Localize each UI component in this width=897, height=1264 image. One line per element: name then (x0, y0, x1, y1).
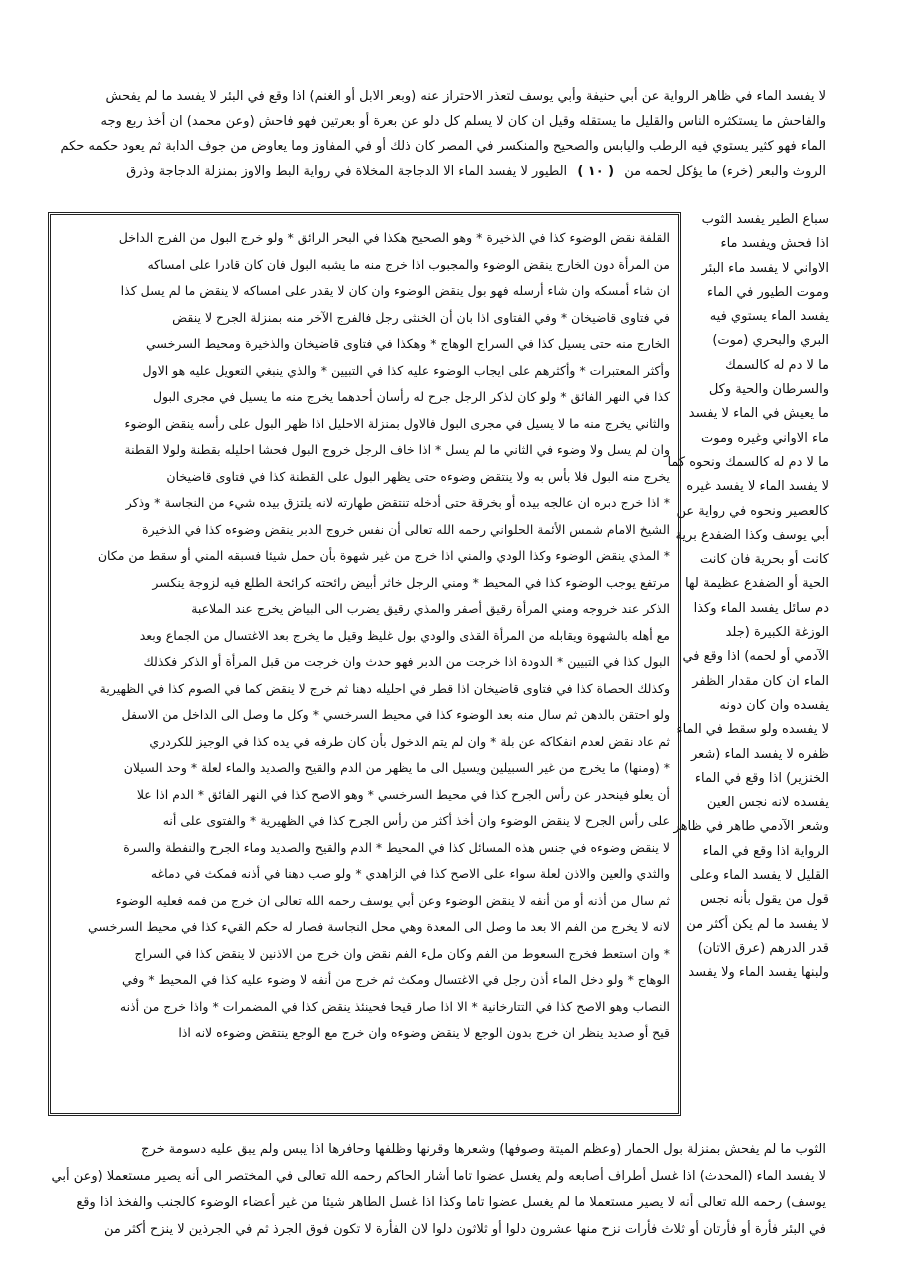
margin-line: الوزغة الكبيرة (جلد (725, 625, 829, 641)
bottom-line: في البئر فأرة أو فأرتان أو ثلاث فأرات نزح منها عشرون دلوا أو ثلاثون دلوا لان الفأرة لا تكون فوق الجرذ ثم في الجرذين لا ينزح أكثر من (103, 1221, 826, 1237)
main-text-line: * اذا خرج دبره ان عالجه بيده أو بخرقة حتى أدخله تنتقض طهارته لانه يلتزق بيده شيء من النجاسة * وذكر (125, 495, 670, 510)
margin-line: وشعر الآدمي طاهر في ظاهر (673, 819, 829, 835)
margin-line: لا يفسده ولو سقط في الماء (676, 722, 829, 738)
bottom-line: يوسف) رحمه الله تعالى أنه لا يصير مستعملا ما لم يغسل عضوا تاما وكذا اذا غسل الطاهر شيئا من غير أعضاء الوضوء كالجنب والفخذ اذا وقع (76, 1195, 826, 1210)
margin-line: ولبنها يفسد الماء ولا يفسد (688, 965, 829, 981)
main-text-line: الشيخ الامام شمس الأئمة الحلواني رحمه الله تعالى أن نفس خروج الدبر ينقض وضوءه كذا في الذخيرة (142, 521, 670, 537)
main-text-line: * (ومنها) ما يخرج من غير السبيلين ويسيل الى ما يظهر من الدم والقيح والصديد والماء لعلة * وحد السيلان (123, 760, 670, 775)
margin-line: سباع الطير يفسد الثوب (701, 212, 829, 227)
margin-line: ما لا دم له كالسمك (725, 357, 829, 373)
main-text-frame (48, 212, 681, 1116)
margin-line: يفسده لانه نجس العين (706, 795, 829, 811)
margin-line: ما يعيش في الماء لا يفسد (688, 406, 829, 422)
main-text-line (58, 1073, 670, 1100)
margin-line: قدر الدرهم (عرق الاتان) (697, 940, 829, 956)
margin-line: البري والبحري (موت) (712, 333, 829, 349)
main-text-line: الوهاج * ولو دخل الماء أذن رجل في الاغتسال ومكث ثم خرج من أنفه لا وضوء عليه كذا في المحيط * وفي (122, 972, 670, 987)
margin-line: ظفره لا يفسد الماء (شعر (690, 746, 829, 762)
main-text-line: النصاب وهو الاصح كذا في التتارخانية * الا اذا صار قيحا فحينئذ ينقض كذا في المضمرات * واذا خرج من أذنه (119, 998, 670, 1014)
top-line: والفاحش ما يستكثره الناس والقليل ما يستقله وقيل ان كان لا يسلم كل دلو عن بعرة أو بعرتين فهو فاحش (وعن محمد) ان أخذ ربع وجه (100, 114, 826, 129)
main-text-line: مرتفع يوجب الوضوء كذا في المحيط * ومني الرجل خاثر أبيض رائحته كرائحة الطلع فيه لزوجة ينكسر (152, 574, 670, 590)
margin-line: كانت أو بحرية فان كانت (700, 552, 829, 568)
margin-line: القليل لا يفسد الماء وعلى (689, 868, 829, 884)
main-text-line: ان شاء أمسكه وان شاء أرسله فهو بول ينقض الوضوء وان كان لا يقدر على امساكه لا ينقض ما لم يسل كذا (120, 283, 670, 298)
margin-line: الاواني لا يفسد ماء البئر (701, 260, 829, 276)
main-text-line: القلفة نقض الوضوء كذا في الذخيرة * وهو الصحيح هكذا في البحر الرائق * ولو خرج البول من الفرج الداخل (118, 230, 670, 245)
margin-line: اذا فحش ويفسد ماء (720, 236, 829, 252)
margin-line: الخنزير) اذا وقع في الماء (694, 770, 829, 786)
main-text (58, 225, 670, 1100)
main-text-line: ثم سال من أذنه أو من أنفه لا ينقض الوضوء وعن أبي يوسف رحمه الله تعالى ان خرج من فمه فعليه الوضوء (115, 892, 670, 908)
margin-line: والسرطان والحية وكل (708, 382, 829, 398)
margin-line: ما لا دم له كالسمك ونحوه كما (667, 454, 829, 470)
top-line-left: الطيور لا يفسد الماء الا الدجاجة المخلاة في رواية البط والاوز بمنزلة الدجاجة وذرق (126, 164, 568, 179)
margin-line: ماء الاواني وغيره وموت (701, 430, 829, 446)
main-text-line: في فتاوى قاضيخان * وفي الفتاوى اذا بان أن الخنثى رجل فالفرج الآخر منه بمنزلة الجرح لا ينقض (172, 309, 670, 325)
top-commentary (60, 84, 826, 184)
margin-line: يفسده وان كان دونه (719, 697, 829, 713)
main-text-line: وان لم يسل ولا وضوء في الثاني ما لم يسل * اذا خاف الرجل خروج البول فحشا احليله بقطنة ولولا القطنة (124, 442, 670, 457)
top-line-right: الروث والبعر (خرء) ما يؤكل لحمه من (624, 164, 826, 179)
main-text-line: * المذي ينقض الوضوء وكذا الودي والمني اذا خرج من غير شهوة بأن حمل شيئا فسبقه المني أو سقط من مكان (97, 548, 670, 563)
margin-line: الماء ان كان مقدار الظفر (692, 673, 829, 689)
bottom-line: لا يفسد الماء (المحدث) اذا غسل أطراف أصابعه ولم يغسل عضوا تاما أشار الحاكم رحمه الله تعالى في المختصر الى أنه يصير مستعملا (وعن أبي (51, 1168, 826, 1184)
margin-line: لا يفسد الماء لا يفسد غيره (686, 479, 829, 495)
top-line: الماء فهو كثير يستوي فيه الرطب واليابس والصحيح والمنكسر في المصر كان ذلك أو في المفاوز وما يعاوض من جوف الدابة ثم يعود حكمه حكم (60, 139, 826, 154)
margin-line: الحية أو الضفدع عظيمة لها (684, 576, 829, 592)
bottom-line: الثوب ما لم يفحش بمنزلة بول الحمار (وعظم الميتة وصوفها) وشعرها وقرنها وظلفها وحافرها اذا يبس ولم يبق عليه دسومة خرج (141, 1142, 826, 1157)
main-text-line: من المرأة دون الخارج ينقض الوضوء والمجبوب اذا خرج منه ما يشبه البول فان كان قادرا على امساكه (147, 256, 670, 272)
main-text-line: كذا في النهر الفائق * ولو كان لذكر الرجل جرح له رأسان أحدهما يخرج منه ما يسيل في مجرى البول (152, 389, 670, 404)
margin-line: أبي يوسف وكذا الضفدع برية (675, 527, 829, 543)
main-text-line: على رأس الجرح لا ينقض الوضوء وان أخذ أكثر من رأس الجرح كذا في الظهيرية * والفتوى على أنه (162, 813, 670, 828)
main-text-line: * وان استعط فخرج السعوط من الفم وكان ملء الفم نقض وان خرج من الاذنين لا ينقض كذا في السراج (134, 945, 670, 961)
main-text-line: ولو احتقن بالدهن ثم سال منه بعد الوضوء كذا في محيط السرخسي * وكل ما وصل الى الداخل من الاسفل (121, 707, 670, 722)
main-text-line: يخرج منه البول فلا بأس به ولا ينتقض وضوءه حتى يظهر البول على القطنة كذا في فتاوى قاضيخان (166, 468, 670, 484)
top-line-with-page-number (72, 159, 826, 184)
top-line: لا يفسد الماء في ظاهر الرواية عن أبي حنيفة وأبي يوسف لتعذر الاحتراز عنه (وبعر الابل أو الغنم) اذا وقع في البئر لا يفسد ما لم يفحش (105, 89, 826, 104)
margin-line: قول من يقول بأنه نجس (700, 892, 829, 908)
margin-line: وموت الطيور في الماء (707, 284, 829, 300)
page-number: ( ١٠ ) (577, 164, 615, 179)
bottom-commentary (51, 1137, 826, 1243)
main-text-line: وأكثر المعتبرات * وأكثرهم على ايجاب الوضوء عليه كذا في التبيين * والذي ينبغي التعويل عليه هو الاول (142, 362, 670, 378)
main-text-line: أن يعلو فينحدر عن رأس الجرح كذا في محيط السرخسي * وهو الاصح كذا في النهر الفائق * الدم اذا علا (136, 786, 670, 802)
main-text-line: ثم عاد نقض لعدم انفكاكه عن بلة * وان لم يتم الدخول بأن كان طرفه في يده كذا في الوجيز للكردري (149, 733, 670, 749)
main-text-line: لانه لا يخرج من الفم الا بعد ما وصل الى المعدة وهي محل النجاسة فصار له حكم القيء كذا في محيط السرخسي (88, 919, 670, 934)
main-text-line: مع أهله بالشهوة ويقابله من المرأة القذى والودي بول غليظ وقيل ما يخرج بعد الاغتسال من الجماع وبعد (139, 627, 670, 643)
main-text-line (58, 1047, 670, 1074)
main-text-line: البول كذا في التبيين * الدودة اذا خرجت من الدبر فهو حدث وان خرجت من قبل المرأة أو الذكر فكذلك (143, 654, 670, 669)
main-text-line: الخارج منه حتى يسيل كذا في السراج الوهاج * وهكذا في فتاوى قاضيخان والذخيرة ومحيط السرخسي (146, 336, 670, 351)
main-text-line: والثدي والعين والاذن لعلة سواء على الاصح كذا في الزاهدي * ولو صب دهنا في أذنه فمكث في دماغه (150, 866, 670, 881)
margin-line: لا يفسد ما لم يكن أكثر من (686, 916, 829, 932)
margin-line: الآدمي أو لحمه) اذا وقع في (682, 649, 829, 665)
main-text-line: لا ينقض وضوءه في جنس هذه المسائل كذا في المحيط * الدم والقيح والصديد وماء الجرح والنفطة والسرة (123, 839, 670, 855)
margin-line: الرواية اذا وقع في الماء (702, 843, 829, 859)
margin-line: يفسد الماء يستوي فيه (709, 309, 829, 325)
margin-line: كالعصير ونحوه في رواية عن (676, 503, 829, 519)
margin-line: دم سائل يفسد الماء وكذا (693, 600, 829, 616)
main-text-line: وكذلك الحصاة كذا في فتاوى قاضيخان اذا قطر في احليله دهنا ثم خرج لا ينقض كما في الصوم كذا في الظهيرية (99, 680, 670, 696)
main-text-line: والثاني يخرج منه ما لا يسيل في مجرى البول فالاول بمنزلة الاحليل اذا ظهر البول على رأسه ينقض الوضوء (124, 415, 670, 431)
main-text-line: قيح أو صديد ينظر ان خرج بدون الوجع لا ينقض وضوءه وان خرج مع الوجع ينتقض وضوءه لانه اذا (178, 1025, 670, 1040)
margin-commentary (667, 208, 829, 986)
main-text-line: الذكر عند خروجه ومني المرأة رقيق أصفر والمذي رقيق يضرب الى البياض يخرج عند الملاعبة (191, 601, 670, 616)
